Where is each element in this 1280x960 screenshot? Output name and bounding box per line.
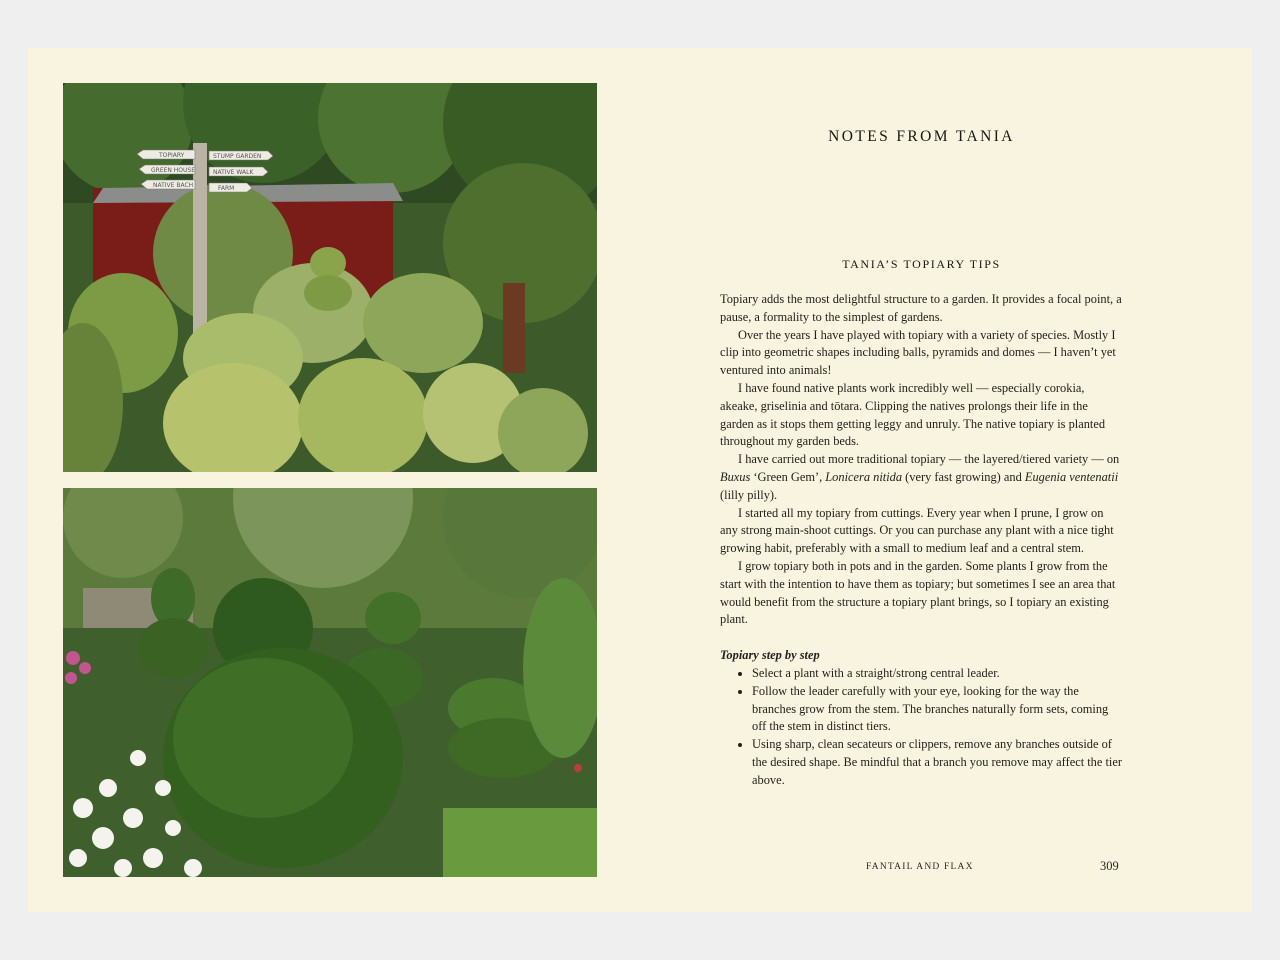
section-title: NOTES FROM TANIA xyxy=(828,128,1015,145)
article-body xyxy=(720,291,1123,790)
p4-text-d: (lilly pilly). xyxy=(720,487,778,502)
step-item-3: • Using sharp, clean secateurs or clippers, remove any branches outside of the desired shape. Be mindful that a branch you remove may affect the tier above. xyxy=(752,736,1123,789)
p4-text-b: ‘Green Gem’, xyxy=(750,469,826,484)
paragraph-5: I started all my topiary from cuttings. Every year when I prune, I grow on any strong main-shoot cuttings. Or you can purchase any plant with a nice tight growing habit, preferably with a small to medium leaf and a central stem. xyxy=(720,505,1114,556)
sign-green-house: GREEN HOUSE xyxy=(151,167,196,174)
sign-farm: FARM xyxy=(218,185,235,192)
book-spread xyxy=(28,48,1252,912)
paragraph-4 xyxy=(720,451,1123,504)
sign-native-walk: NATIVE WALK xyxy=(213,169,254,176)
paragraph-2: Over the years I have played with topiary with a variety of species. Mostly I clip into geometric shapes including balls, pyramids and domes — I haven’t yet ventured into animals! xyxy=(720,327,1116,378)
p4-text-a: I have carried out more traditional topiary — the layered/tiered variety — on xyxy=(738,452,1120,467)
p4-buxus: Buxus xyxy=(720,469,751,484)
paragraph-1: Topiary adds the most delightful structure to a garden. It provides a focal point, a pause, a formality to the simplest of gardens. xyxy=(720,292,1122,324)
step-item-2: • Follow the leader carefully with your eye, looking for the way the branches grow from the stem. The branches naturally form sets, coming off the stem in distinct tiers. xyxy=(752,683,1123,736)
sign-topiary: TOPIARY xyxy=(159,152,185,159)
steps-list xyxy=(720,665,1123,790)
sign-stump-garden: STUMP GARDEN xyxy=(213,153,262,160)
topiary-garden-photo xyxy=(63,488,597,877)
p4-text-c: (very fast growing) and xyxy=(902,469,1025,484)
running-footer-title: FANTAIL AND FLAX xyxy=(866,862,974,872)
page-number: 309 xyxy=(1100,859,1119,873)
step-item-1: • Select a plant with a straight/strong central leader. xyxy=(752,665,1123,683)
p4-lonicera: Lonicera nitida xyxy=(825,469,903,484)
sign-native-bach: NATIVE BACH xyxy=(153,182,194,189)
tips-title: TANIA’S TOPIARY TIPS xyxy=(842,257,1001,271)
step-heading: Topiary step by step xyxy=(720,648,820,663)
p4-eugenia: Eugenia ventenatii xyxy=(1024,469,1119,484)
paragraph-3: I have found native plants work incredibly well — especially corokia, akeake, griselinia and tōtara. Clipping the natives prolongs their life in the garden as it stops them getting leggy and unruly. The native topiary is planted throughout my garden beds. xyxy=(720,380,1106,449)
garden-signpost-photo xyxy=(63,83,597,472)
paragraph-6: I grow topiary both in pots and in the garden. Some plants I grow from the start with the intention to have them as topiary; but sometimes I see an area that would benefit from the structure a topiary plant brings, so I topiary an existing plant. xyxy=(720,558,1116,627)
